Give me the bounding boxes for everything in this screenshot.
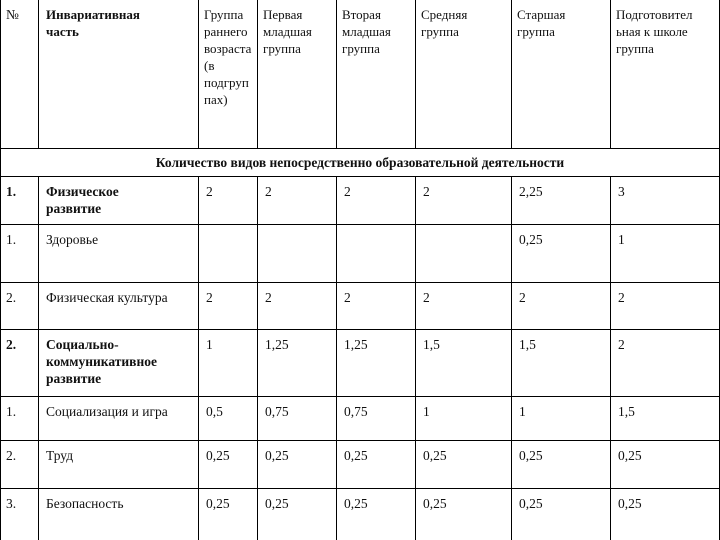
row-value-col-2: 0,25 xyxy=(265,496,289,511)
row-value-col-1: 2 xyxy=(206,290,213,305)
header-column-divider xyxy=(257,0,258,148)
header-column-divider xyxy=(511,0,512,148)
row-value-col-2: 0,75 xyxy=(265,404,289,419)
header-column-divider xyxy=(336,0,337,148)
header-group-label-4: Средняя группа xyxy=(421,7,468,39)
row-value-col-4: 2 xyxy=(423,290,430,305)
row-value-col-6: 0,25 xyxy=(618,448,642,463)
row-value-col-6: 2 xyxy=(618,337,625,352)
body-column-divider xyxy=(415,176,416,540)
row-value-col-1: 2 xyxy=(206,184,213,199)
row-divider xyxy=(0,176,720,177)
row-value-col-5: 2 xyxy=(519,290,526,305)
row-value-col-6: 1,5 xyxy=(618,404,635,419)
row-divider xyxy=(0,440,720,441)
row-divider xyxy=(0,282,720,283)
header-group-label-6: Подготовител ьная к школе группа xyxy=(616,7,693,56)
row-value-col-5: 0,25 xyxy=(519,448,543,463)
row-number: 2. xyxy=(6,337,17,352)
row-number: 1. xyxy=(6,404,17,419)
header-column-divider xyxy=(610,0,611,148)
row-value-col-1: 1 xyxy=(206,337,213,352)
row-value-col-1: 0,5 xyxy=(206,404,223,419)
header-column-divider xyxy=(415,0,416,148)
row-value-col-3: 0,25 xyxy=(344,448,368,463)
body-column-divider xyxy=(511,176,512,540)
row-value-col-6: 2 xyxy=(618,290,625,305)
row-value-col-4: 1 xyxy=(423,404,430,419)
body-column-divider xyxy=(257,176,258,540)
row-value-col-3: 2 xyxy=(344,184,351,199)
row-value-col-5: 0,25 xyxy=(519,496,543,511)
row-area-name: Здоровье xyxy=(46,232,99,247)
row-value-col-2: 2 xyxy=(265,290,272,305)
row-divider xyxy=(0,488,720,489)
row-divider xyxy=(0,329,720,330)
row-area-name: Социализация и игра xyxy=(46,404,168,419)
header-column-divider xyxy=(38,0,39,148)
row-value-col-6: 1 xyxy=(618,232,625,247)
row-value-col-4: 1,5 xyxy=(423,337,440,352)
section-title: Количество видов непосредственно образовательной деятельности xyxy=(155,155,565,170)
body-column-divider xyxy=(198,176,199,540)
row-value-col-5: 1,5 xyxy=(519,337,536,352)
body-column-divider xyxy=(610,176,611,540)
row-value-col-4: 2 xyxy=(423,184,430,199)
row-value-col-3: 0,75 xyxy=(344,404,368,419)
table-left-border xyxy=(0,0,1,540)
row-number: 1. xyxy=(6,184,17,199)
header-group-label-5: Старшая группа xyxy=(517,7,566,39)
header-column-divider xyxy=(198,0,199,148)
row-number: 3. xyxy=(6,496,17,511)
row-number: 2. xyxy=(6,448,17,463)
row-value-col-2: 0,25 xyxy=(265,448,289,463)
row-divider xyxy=(0,224,720,225)
row-value-col-2: 1,25 xyxy=(265,337,289,352)
header-group-label-1: Группа раннего возраста (в подгруп пах) xyxy=(204,7,252,107)
row-value-col-3: 2 xyxy=(344,290,351,305)
row-value-col-5: 0,25 xyxy=(519,232,543,247)
body-column-divider xyxy=(38,176,39,540)
header-number-label: № xyxy=(6,7,19,22)
header-group-label-2: Первая младшая группа xyxy=(263,7,312,56)
row-value-col-1: 0,25 xyxy=(206,496,230,511)
row-value-col-3: 0,25 xyxy=(344,496,368,511)
row-value-col-1: 0,25 xyxy=(206,448,230,463)
row-value-col-6: 0,25 xyxy=(618,496,642,511)
row-value-col-5: 1 xyxy=(519,404,526,419)
row-divider xyxy=(0,396,720,397)
header-part-label: Инвариативная часть xyxy=(46,7,140,39)
row-divider xyxy=(0,148,720,149)
row-area-name: Безопасность xyxy=(46,496,124,511)
row-value-col-4: 0,25 xyxy=(423,496,447,511)
row-number: 2. xyxy=(6,290,17,305)
row-area-name: Труд xyxy=(46,448,74,463)
header-group-label-3: Вторая младшая группа xyxy=(342,7,391,56)
row-number: 1. xyxy=(6,232,17,247)
row-area-name: Физическая культура xyxy=(46,290,168,305)
row-value-col-4: 0,25 xyxy=(423,448,447,463)
body-column-divider xyxy=(336,176,337,540)
row-value-col-3: 1,25 xyxy=(344,337,368,352)
row-value-col-2: 2 xyxy=(265,184,272,199)
row-value-col-6: 3 xyxy=(618,184,625,199)
row-value-col-5: 2,25 xyxy=(519,184,543,199)
row-area-name: Социально- коммуникативное развитие xyxy=(46,337,157,386)
row-area-name: Физическое развитие xyxy=(46,184,119,216)
